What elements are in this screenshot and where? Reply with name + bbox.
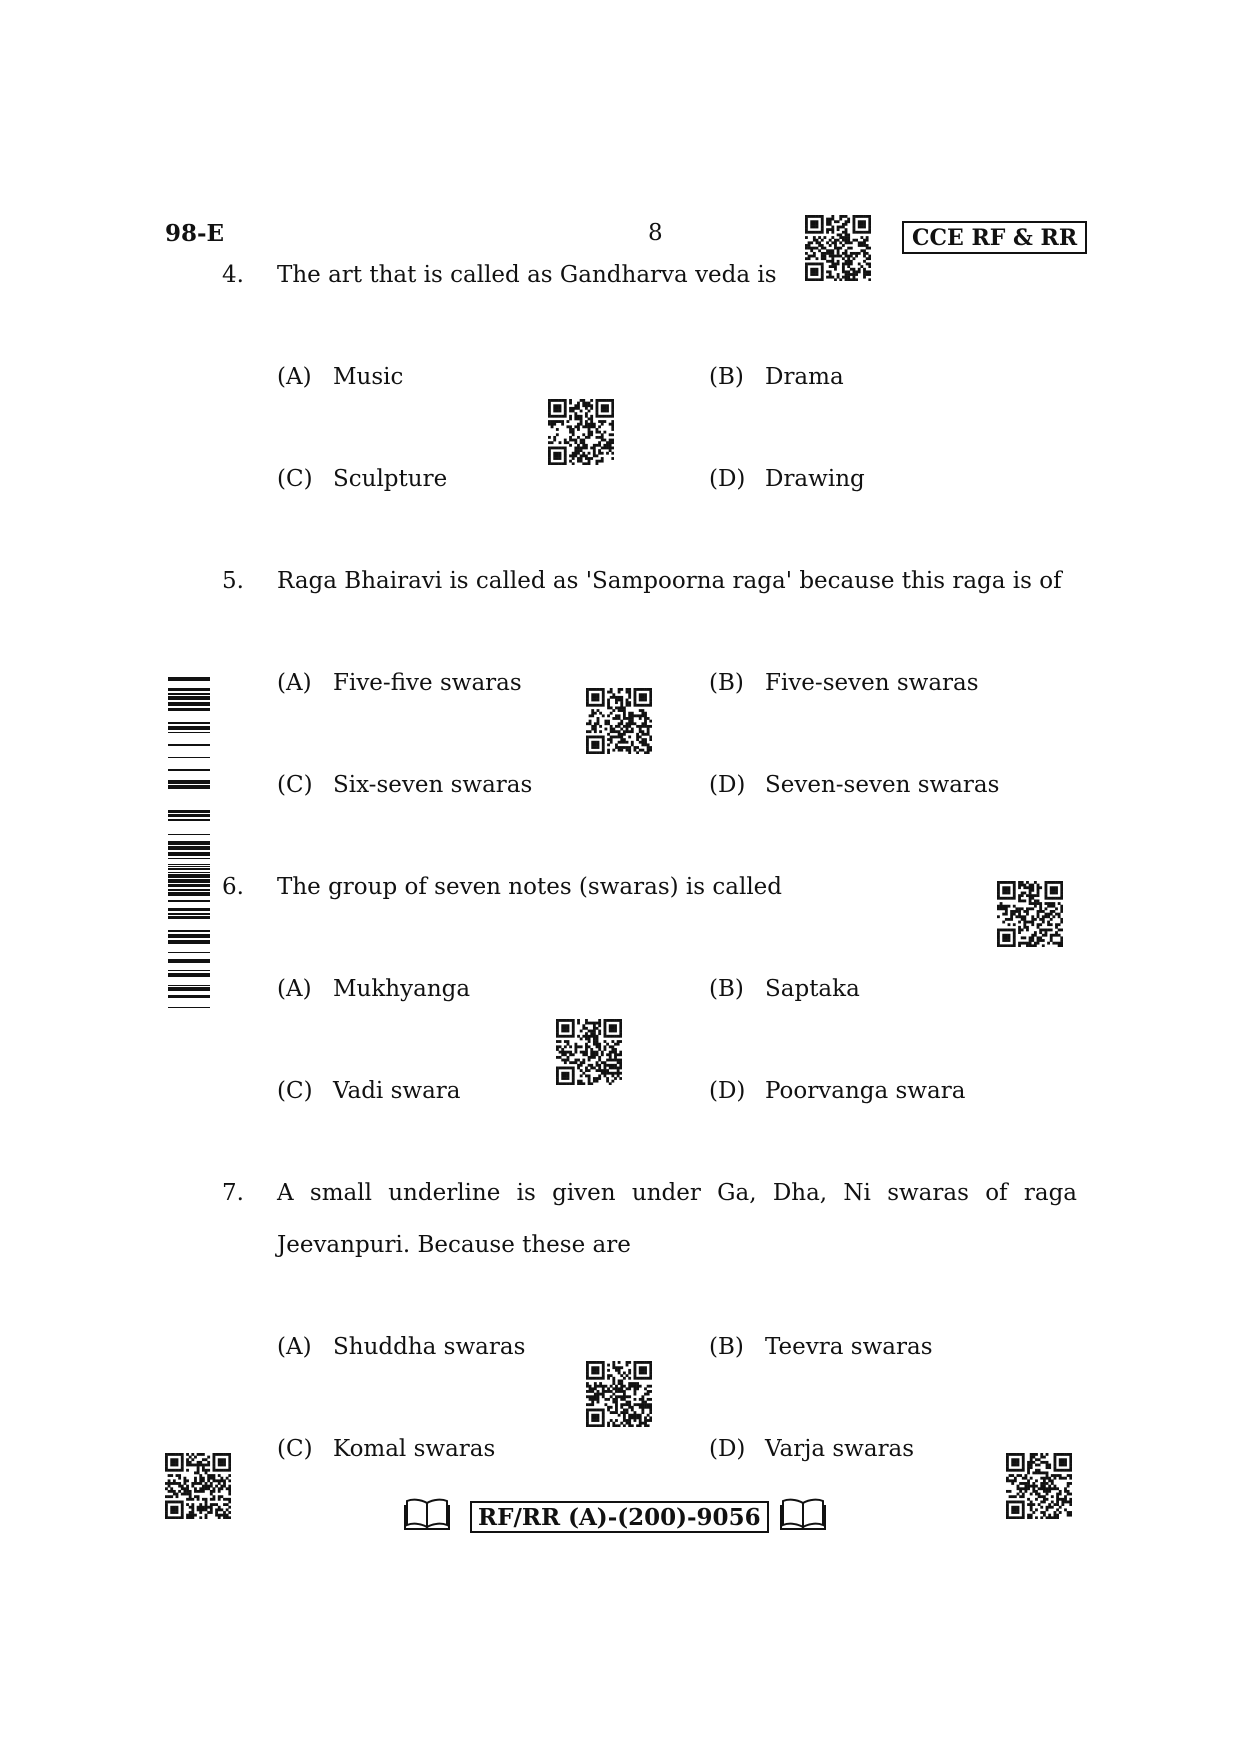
option-text: Drama — [765, 364, 844, 390]
option-label: (D) — [709, 1078, 746, 1104]
option-text: Varja swaras — [765, 1436, 915, 1462]
option-text: Five-five swaras — [333, 670, 522, 696]
question-number: 6. — [222, 874, 244, 900]
series-badge: CCE RF & RR — [902, 221, 1087, 254]
book-icon — [404, 1497, 450, 1531]
question-text: Raga Bhairavi is called as 'Sampoorna raga' because this raga is of — [277, 568, 1062, 594]
paper-code: 98-E — [165, 220, 225, 247]
option-text: Drawing — [765, 466, 865, 492]
qr-code-icon — [805, 215, 871, 281]
option-text: Seven-seven swaras — [765, 772, 1000, 798]
option-label: (C) — [277, 466, 313, 492]
footer-code-badge: RF/RR (A)-(200)-9056 — [470, 1501, 769, 1533]
option-text: Six-seven swaras — [333, 772, 533, 798]
option-label: (A) — [277, 976, 312, 1002]
option-label: (A) — [277, 1334, 312, 1360]
barcode-icon — [168, 672, 210, 1009]
option-text: Vadi swara — [333, 1078, 461, 1104]
question-text-line-2: Jeevanpuri. Because these are — [277, 1232, 631, 1258]
option-text: Shuddha swaras — [333, 1334, 526, 1360]
option-label: (C) — [277, 1078, 313, 1104]
option-label: (D) — [709, 772, 746, 798]
option-text: Five-seven swaras — [765, 670, 979, 696]
option-label: (D) — [709, 1436, 746, 1462]
option-text: Music — [333, 364, 404, 390]
option-text: Saptaka — [765, 976, 860, 1002]
qr-code-icon — [548, 399, 614, 465]
option-text: Poorvanga swara — [765, 1078, 966, 1104]
option-label: (B) — [709, 976, 744, 1002]
qr-code-icon — [586, 688, 652, 754]
question-text: The art that is called as Gandharva veda is — [277, 262, 777, 288]
qr-code-icon — [1006, 1453, 1072, 1519]
question-text-line-1: A small underline is given under Ga, Dha, Ni swaras of raga — [277, 1180, 1077, 1206]
option-label: (B) — [709, 1334, 744, 1360]
page-number: 8 — [648, 220, 663, 246]
qr-code-icon — [165, 1453, 231, 1519]
option-label: (C) — [277, 1436, 313, 1462]
question-text: The group of seven notes (swaras) is called — [277, 874, 783, 900]
qr-code-icon — [997, 881, 1063, 947]
option-label: (D) — [709, 466, 746, 492]
question-number: 7. — [222, 1180, 244, 1206]
option-text: Sculpture — [333, 466, 448, 492]
option-label: (B) — [709, 670, 744, 696]
qr-code-icon — [586, 1361, 652, 1427]
option-text: Komal swaras — [333, 1436, 496, 1462]
option-text: Teevra swaras — [765, 1334, 933, 1360]
question-number: 5. — [222, 568, 244, 594]
qr-code-icon — [556, 1019, 622, 1085]
book-icon — [780, 1497, 826, 1531]
option-label: (A) — [277, 670, 312, 696]
question-number: 4. — [222, 262, 244, 288]
option-label: (C) — [277, 772, 313, 798]
option-label: (B) — [709, 364, 744, 390]
option-label: (A) — [277, 364, 312, 390]
option-text: Mukhyanga — [333, 976, 471, 1002]
